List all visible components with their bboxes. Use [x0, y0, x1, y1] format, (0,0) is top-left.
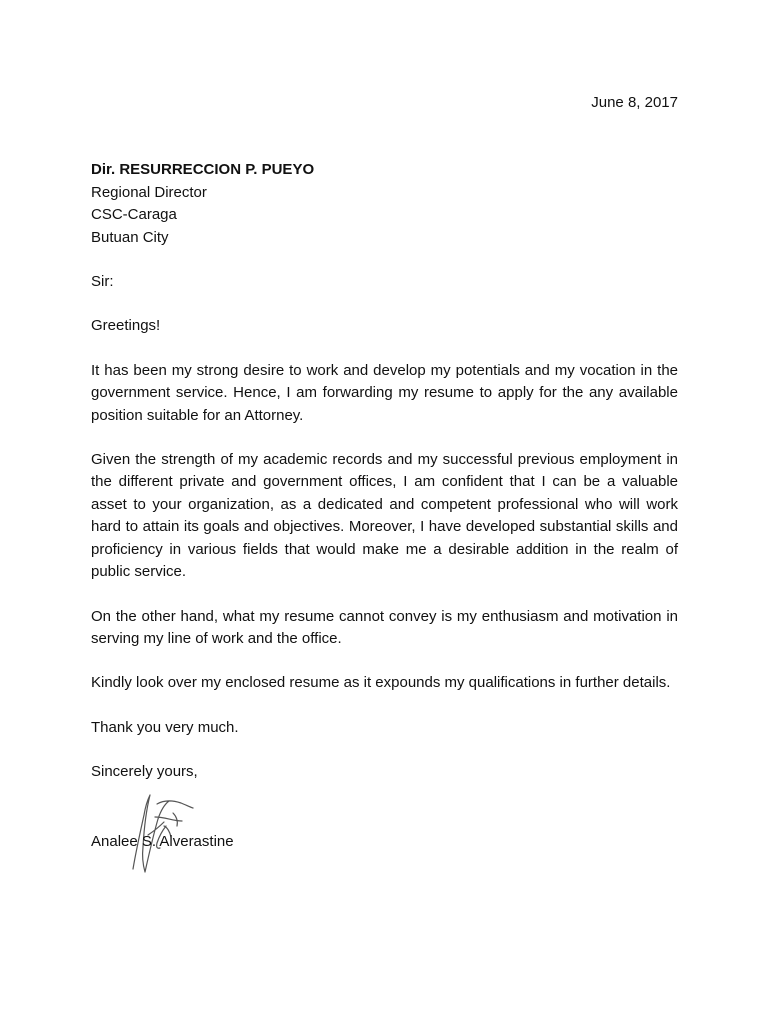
- signatory-name: Analee S. Alverastine: [91, 832, 234, 850]
- recipient-office: CSC-Caraga: [91, 206, 177, 224]
- body-paragraph-3: On the other hand, what my resume cannot convey is my enthusiasm and motivation in serving my line of work and the office.: [91, 607, 678, 647]
- recipient-address: [91, 159, 678, 249]
- body-paragraph-4: Kindly look over my enclosed resume as it expounds my qualifications in further details.: [91, 674, 671, 692]
- closing-line: Sincerely yours,: [91, 763, 198, 781]
- recipient-name: Dir. RESURRECCION P. PUEYO: [91, 161, 315, 179]
- recipient-city: Butuan City: [91, 228, 169, 246]
- thanks-line: Thank you very much.: [91, 718, 239, 736]
- signature-block: [91, 831, 678, 861]
- salutation: Sir:: [91, 273, 114, 291]
- letter-date: June 8, 2017: [591, 94, 678, 111]
- greeting: Greetings!: [91, 317, 161, 335]
- recipient-title: Regional Director: [91, 183, 207, 201]
- body-paragraph-2: Given the strength of my academic records and my successful previous employment in the different private and government offices, I am confident that I can be a valuable asset to your organization, as a dedicated and competent professional who will work hard to attain its goals and objectives. Moreover, I have developed substantial skills and proficiency in various fields that would make me a desirable addition in the realm of public service.: [91, 451, 678, 581]
- cover-letter: [91, 92, 678, 861]
- body-paragraph-1: It has been my strong desire to work and develop my potentials and my vocation in the government service. Hence, I am forwarding my resume to apply for the any available position suitable for an Attorney.: [91, 361, 678, 424]
